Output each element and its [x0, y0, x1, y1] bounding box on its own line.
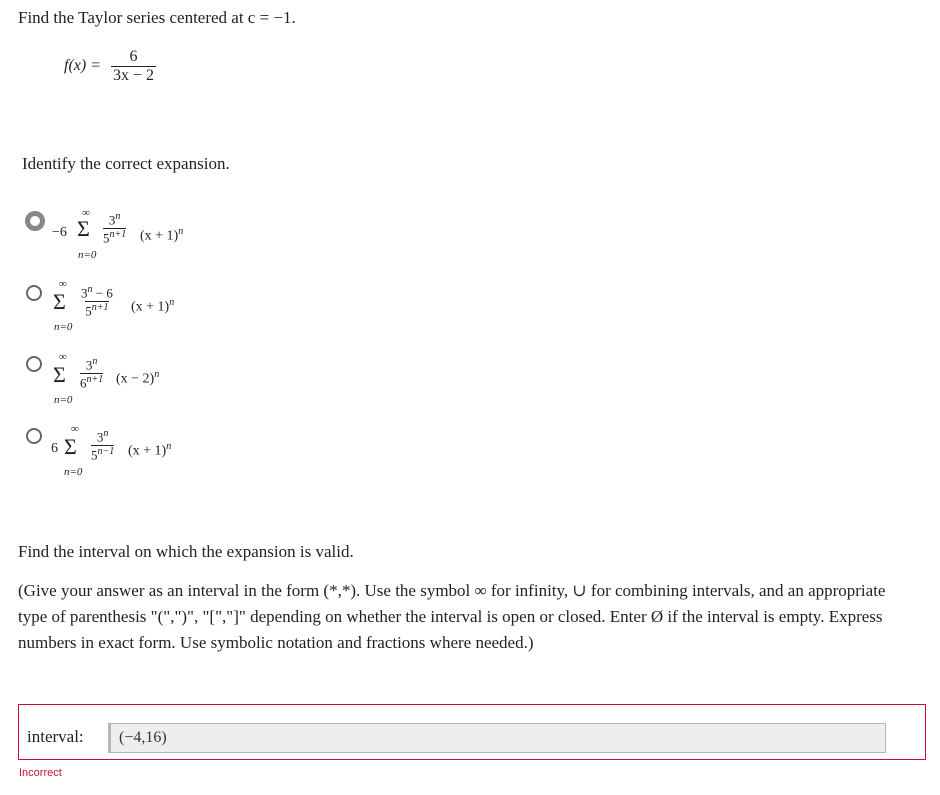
- option-2-num-exp: n: [87, 284, 93, 295]
- part2-prompt: Find the interval on which the expansion is valid.: [18, 542, 354, 561]
- question-title: Find the Taylor series centered at c = −1.: [18, 8, 296, 27]
- function-definition: [64, 48, 156, 85]
- option-1-tail-exp: n: [178, 226, 184, 237]
- option-3-sigma: Σ: [53, 362, 66, 387]
- option-1-den: 5: [103, 230, 110, 246]
- function-numerator: 6: [129, 48, 138, 65]
- option-3-fraction: [80, 356, 103, 392]
- option-4-sum-upper: ∞: [71, 423, 79, 435]
- option-4-prefix: 6: [51, 441, 58, 456]
- option-2-radio[interactable]: [26, 285, 42, 301]
- option-2-sigma: Σ: [53, 289, 66, 314]
- option-4-den: 5: [91, 447, 98, 463]
- function-lhs: f(x) =: [64, 57, 101, 75]
- option-1-radio[interactable]: [25, 211, 45, 231]
- option-1-sigma: Σ: [77, 216, 90, 241]
- option-4-radio[interactable]: [26, 428, 42, 444]
- option-3-sum-lower: n=0: [54, 394, 73, 406]
- option-1-fraction: [103, 211, 126, 247]
- option-1-sum-lower: n=0: [78, 249, 97, 261]
- option-4-den-exp: n−1: [97, 446, 115, 458]
- option-3-tail-exp: n: [154, 369, 160, 380]
- option-1-den-exp: n+1: [109, 229, 127, 241]
- part2-instructions: (Give your answer as an interval in the form (*,*). Use the symbol ∞ for infinity, ∪ for combining intervals, and an appropriate type of parenthesis "(",")", "[","]" depending on whether the interval is open or closed. Enter Ø if the interval is empty. Express numbers in exact form. Use symbolic notation and fractions where needed.): [18, 581, 886, 652]
- interval-input[interactable]: (−4,16): [108, 723, 886, 753]
- option-4-fraction: [91, 428, 114, 464]
- option-3-tail: (x − 2): [116, 371, 155, 387]
- option-4-sigma: Σ: [64, 434, 77, 459]
- option-4-tail-exp: n: [166, 441, 172, 452]
- option-3-sum-upper: ∞: [59, 351, 67, 363]
- option-3-radio[interactable]: [26, 356, 42, 372]
- status-incorrect: Incorrect: [19, 767, 62, 779]
- option-4-num-exp: n: [103, 428, 109, 439]
- function-denominator: 3x − 2: [113, 67, 155, 84]
- option-1-prefix: −6: [52, 225, 67, 240]
- option-1-sum-upper: ∞: [82, 207, 90, 219]
- part1-prompt: Identify the correct expansion.: [22, 154, 230, 173]
- option-1-tail: (x + 1): [140, 228, 179, 244]
- option-2-num: 3: [81, 285, 88, 301]
- option-1-num: 3: [108, 212, 116, 228]
- option-2-sum-upper: ∞: [59, 278, 67, 290]
- option-2-tail-exp: n: [169, 297, 175, 308]
- option-4-num: 3: [96, 429, 104, 445]
- option-2-den-exp: n+1: [91, 302, 109, 314]
- option-2-den: 5: [85, 303, 92, 319]
- option-4-sum-lower: n=0: [64, 466, 83, 478]
- option-1-num-exp: n: [115, 211, 121, 222]
- option-4-tail: (x + 1): [128, 443, 167, 459]
- option-2-num-tail: − 6: [92, 285, 113, 301]
- option-3-den-exp: n+1: [86, 374, 104, 386]
- option-2-fraction: [81, 284, 113, 320]
- option-2-tail: (x + 1): [131, 299, 170, 315]
- option-3-den: 6: [80, 375, 87, 391]
- option-3-num-exp: n: [92, 356, 98, 367]
- option-2-sum-lower: n=0: [54, 321, 73, 333]
- option-3-num: 3: [85, 357, 93, 373]
- interval-label: interval:: [27, 727, 84, 746]
